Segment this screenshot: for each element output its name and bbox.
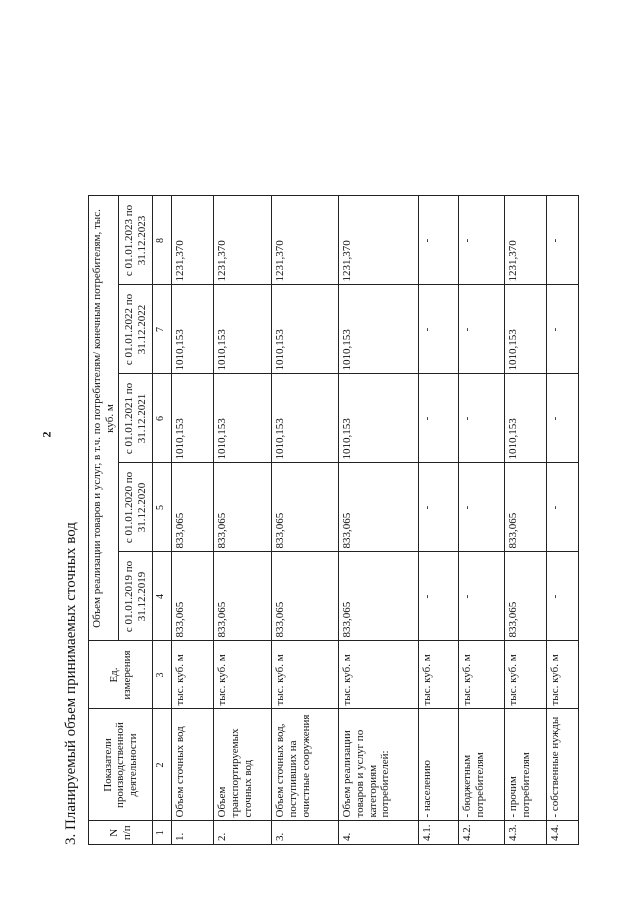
row-value: 833,065 — [172, 463, 214, 552]
table-row — [547, 196, 579, 845]
row-number: 3. — [272, 821, 339, 845]
row-value: - — [459, 552, 505, 641]
header-period-2: с 01.01.2020 по 31.12.2020 — [119, 463, 153, 552]
row-value: - — [547, 196, 579, 285]
row-value: - — [547, 285, 579, 374]
header-no: N п/п — [89, 821, 153, 845]
volume-table — [88, 196, 579, 846]
index-cell: 4 — [153, 552, 172, 641]
row-value: 833,065 — [339, 552, 419, 641]
rotated-content — [0, 55, 635, 905]
index-cell: 8 — [153, 196, 172, 285]
index-cell: 1 — [153, 821, 172, 845]
table-row — [272, 196, 339, 845]
row-value: 833,065 — [505, 552, 547, 641]
row-value: - — [547, 463, 579, 552]
row-value: 833,065 — [505, 463, 547, 552]
row-value: 1010,153 — [339, 374, 419, 463]
header-unit: Ед. измерения — [89, 641, 153, 709]
row-value: - — [459, 374, 505, 463]
row-value: 1010,153 — [272, 374, 339, 463]
table-row — [419, 196, 459, 845]
row-value: - — [419, 285, 459, 374]
index-cell: 7 — [153, 285, 172, 374]
row-number: 4.3. — [505, 821, 547, 845]
row-value: 833,065 — [214, 463, 272, 552]
table-row — [459, 196, 505, 845]
row-unit: тыс. куб. м — [419, 641, 459, 709]
row-value: 1010,153 — [172, 285, 214, 374]
row-value: - — [547, 374, 579, 463]
page-number: 2 — [39, 431, 54, 438]
row-value: 833,065 — [339, 463, 419, 552]
index-cell: 5 — [153, 463, 172, 552]
row-indicator: - собственные нужды — [547, 709, 579, 821]
row-value: 1010,153 — [272, 285, 339, 374]
row-value: 833,065 — [272, 463, 339, 552]
header-period-1: с 01.01.2019 по 31.12.2019 — [119, 552, 153, 641]
row-unit: тыс. куб. м — [505, 641, 547, 709]
header-row-1 — [89, 196, 119, 845]
row-indicator: - бюджетным потребителям — [459, 709, 505, 821]
row-number: 2. — [214, 821, 272, 845]
index-cell: 2 — [153, 709, 172, 821]
row-unit: тыс. куб. м — [214, 641, 272, 709]
index-cell: 3 — [153, 641, 172, 709]
header-group: Объем реализации товаров и услуг, в т.ч. по потребителям/ конечным потребителям, тыс. куб. м — [89, 196, 119, 641]
row-value: - — [419, 552, 459, 641]
row-value: 1010,153 — [214, 285, 272, 374]
row-value: - — [547, 552, 579, 641]
row-indicator: - прочим потребителям — [505, 709, 547, 821]
table-row — [505, 196, 547, 845]
row-value: 1010,153 — [505, 285, 547, 374]
header-indicator: Показатели производственной деятельности — [89, 709, 153, 821]
row-unit: тыс. куб. м — [339, 641, 419, 709]
row-value: - — [459, 463, 505, 552]
table-row — [339, 196, 419, 845]
row-value: 1010,153 — [214, 374, 272, 463]
row-indicator: Объем транспортируемых сточных вод — [214, 709, 272, 821]
row-number: 4.1. — [419, 821, 459, 845]
row-indicator: - населению — [419, 709, 459, 821]
row-value: - — [419, 196, 459, 285]
row-value: 833,065 — [272, 552, 339, 641]
row-value: 1231,370 — [214, 196, 272, 285]
row-value: 1010,153 — [505, 374, 547, 463]
index-row — [153, 196, 172, 845]
row-number: 1. — [172, 821, 214, 845]
row-value: - — [459, 285, 505, 374]
row-indicator: Объем реализации товаров и услуг по категориям потребителей: — [339, 709, 419, 821]
row-number: 4.4. — [547, 821, 579, 845]
row-value: 1231,370 — [339, 196, 419, 285]
row-value: - — [459, 196, 505, 285]
header-period-5: с 01.01.2023 по 31.12.2023 — [119, 196, 153, 285]
table-title: 3. Планируемый объем принимаемых сточных вод — [63, 522, 79, 845]
row-value: 1010,153 — [172, 374, 214, 463]
row-number: 4. — [339, 821, 419, 845]
row-unit: тыс. куб. м — [272, 641, 339, 709]
table-row — [214, 196, 272, 845]
row-unit: тыс. куб. м — [459, 641, 505, 709]
row-value: 1231,370 — [272, 196, 339, 285]
index-cell: 6 — [153, 374, 172, 463]
row-value: - — [419, 463, 459, 552]
row-number: 4.2. — [459, 821, 505, 845]
row-value: 1231,370 — [505, 196, 547, 285]
table-row — [172, 196, 214, 845]
row-value: 1010,153 — [339, 285, 419, 374]
row-value: 833,065 — [172, 552, 214, 641]
table-body — [153, 196, 579, 845]
row-value: 1231,370 — [172, 196, 214, 285]
row-value: - — [419, 374, 459, 463]
row-unit: тыс. куб. м — [172, 641, 214, 709]
row-indicator: Объем сточных вод — [172, 709, 214, 821]
header-period-3: с 01.01.2021 по 31.12.2021 — [119, 374, 153, 463]
row-value: 833,065 — [214, 552, 272, 641]
row-unit: тыс. куб. м — [547, 641, 579, 709]
row-indicator: Объем сточных вод, поступивших на очистные сооружения — [272, 709, 339, 821]
header-period-4: с 01.01.2022 по 31.12.2022 — [119, 285, 153, 374]
